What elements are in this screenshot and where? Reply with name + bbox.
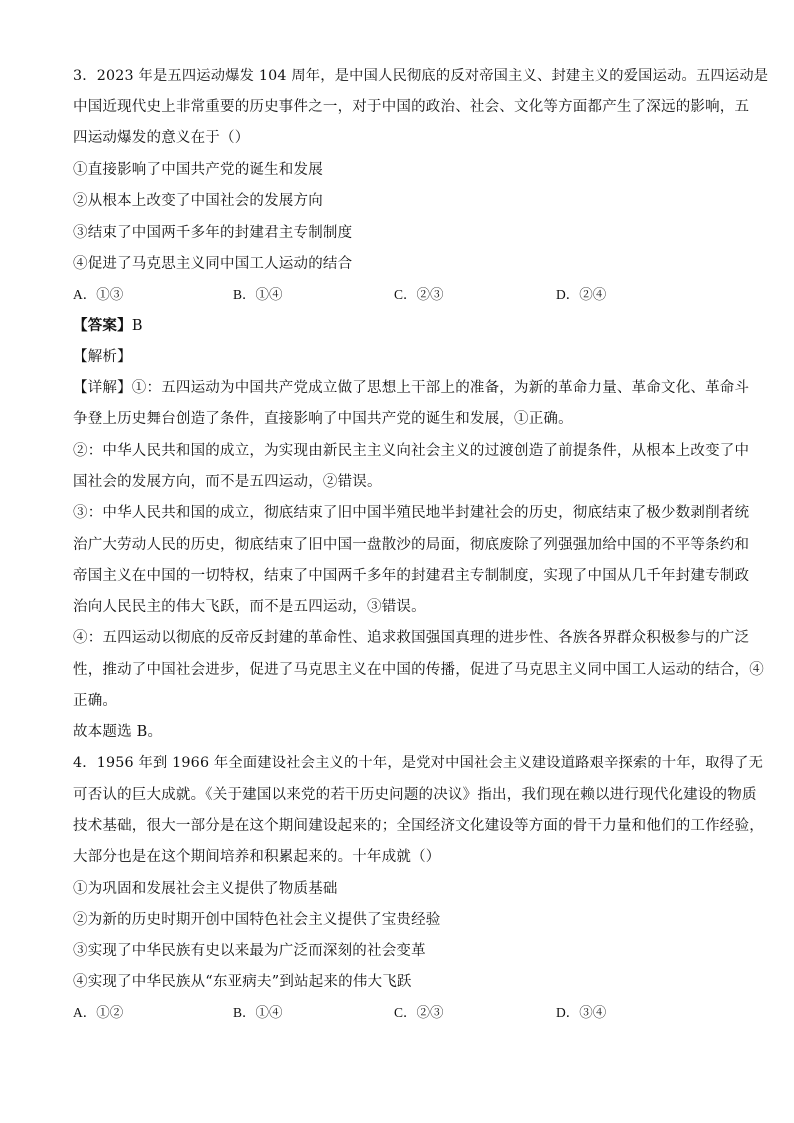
q4-option-b: B．①④ [233,1005,283,1020]
analysis-line-10: 性，推动了中国社会进步，促进了马克思主义在中国的传播，促进了马克思主义同中国工人运动的结合，④ [73,662,764,678]
q3-option-d: D．②④ [556,287,607,302]
q3-options [73,285,713,305]
q3-statement-2: ②从根本上改变了中国社会的发展方向 [73,193,323,209]
q3-stem-line-3: 四运动爆发的意义在于（） [73,130,250,146]
q4-statement-2: ②为新的历史时期开创中国特色社会主义提供了宝贵经验 [73,912,441,928]
analysis-line-4: 国社会的发展方向，而不是五四运动，②错误。 [73,474,382,490]
analysis-line-9: ④：五四运动以彻底的反帝反封建的革命性、追求救国强国真理的进步性、各族各界群众积极参与的广泛 [73,630,750,646]
q4-stem-line-2: 可否认的巨大成就。《关于建国以来党的若干历史问题的决议》指出，我们现在赖以进行现代化建设的物质 [73,787,757,803]
analysis-line-1: 【详解】①：五四运动为中国共产党成立做了思想上干部上的准备，为新的革命力量、革命文化、革命斗 [73,380,750,396]
answer-value: B [131,318,143,334]
analysis-line-3: ②：中华人民共和国的成立，为实现由新民主主义向社会主义的过渡创造了前提条件，从根本上改变了中 [73,443,750,459]
q3-statement-4: ④促进了马克思主义同中国工人运动的结合 [73,256,353,272]
analysis-line-6: 治广大劳动人民的历史，彻底结束了旧中国一盘散沙的局面，彻底废除了列强强加给中国的不平等条约和 [73,537,750,553]
q4-option-d: D．③④ [556,1005,607,1020]
q4-option-c: C．②③ [394,1005,444,1020]
analysis-line-11: 正确。 [73,693,118,709]
analysis-line-7: 帝国主义在中国的一切特权，结束了中国两千多年的封建君主专制制度，实现了中国从几千年封建专制政 [73,568,750,584]
analysis-line-5: ③：中华人民共和国的成立，彻底结束了旧中国半殖民地半封建社会的历史，彻底结束了极少数剥削者统 [73,505,750,521]
analysis-conclusion: 故本题选 B。 [73,724,163,740]
q4-stem-line-1: 4．1956 年到 1966 年全面建设社会主义的十年，是党对中国社会主义建设道路艰辛探索的十年，取得了无 [73,755,764,771]
q3-statement-3: ③结束了中国两千多年的封建君主专制制度 [73,225,353,241]
q3-statement-1: ①直接影响了中国共产党的诞生和发展 [73,162,323,178]
answer-tag: 【答案】 [73,317,132,334]
q3-option-c: C．②③ [394,287,444,302]
q3-answer-line [73,316,143,336]
q4-stem-line-3: 技术基础，很大一部分是在这个期间建设起来的；全国经济文化建设等方面的骨干力量和他们的工作经验， [73,818,764,834]
analysis-line-8: 治向人民民主的伟大飞跃，而不是五四运动，③错误。 [73,599,426,615]
q4-statement-3: ③实现了中华民族有史以来最为广泛而深刻的社会变革 [73,943,426,959]
q4-statement-4: ④实现了中华民族从“东亚病夫”到站起来的伟大飞跃 [73,974,412,990]
q4-options [73,1003,713,1023]
analysis-tag: 【解析】 [73,349,132,365]
q4-option-a: A．①② [73,1005,124,1020]
q3-option-a: A．①③ [73,287,124,302]
q3-stem-line-1: 3．2023 年是五四运动爆发 104 周年，是中国人民彻底的反对帝国主义、封建主义的爱国运动。五四运动是 [73,68,769,84]
q4-statement-1: ①为巩固和发展社会主义提供了物质基础 [73,881,338,897]
q4-stem-line-4: 大部分也是在这个期间培养和积累起来的。十年成就（） [73,849,441,865]
q3-stem-line-2: 中国近现代史上非常重要的历史事件之一，对于中国的政治、社会、文化等方面都产生了深远的影响，五 [73,99,750,115]
q3-option-b: B．①④ [233,287,283,302]
analysis-line-2: 争登上历史舞台创造了条件，直接影响了中国共产党的诞生和发展，①正确。 [73,411,573,427]
